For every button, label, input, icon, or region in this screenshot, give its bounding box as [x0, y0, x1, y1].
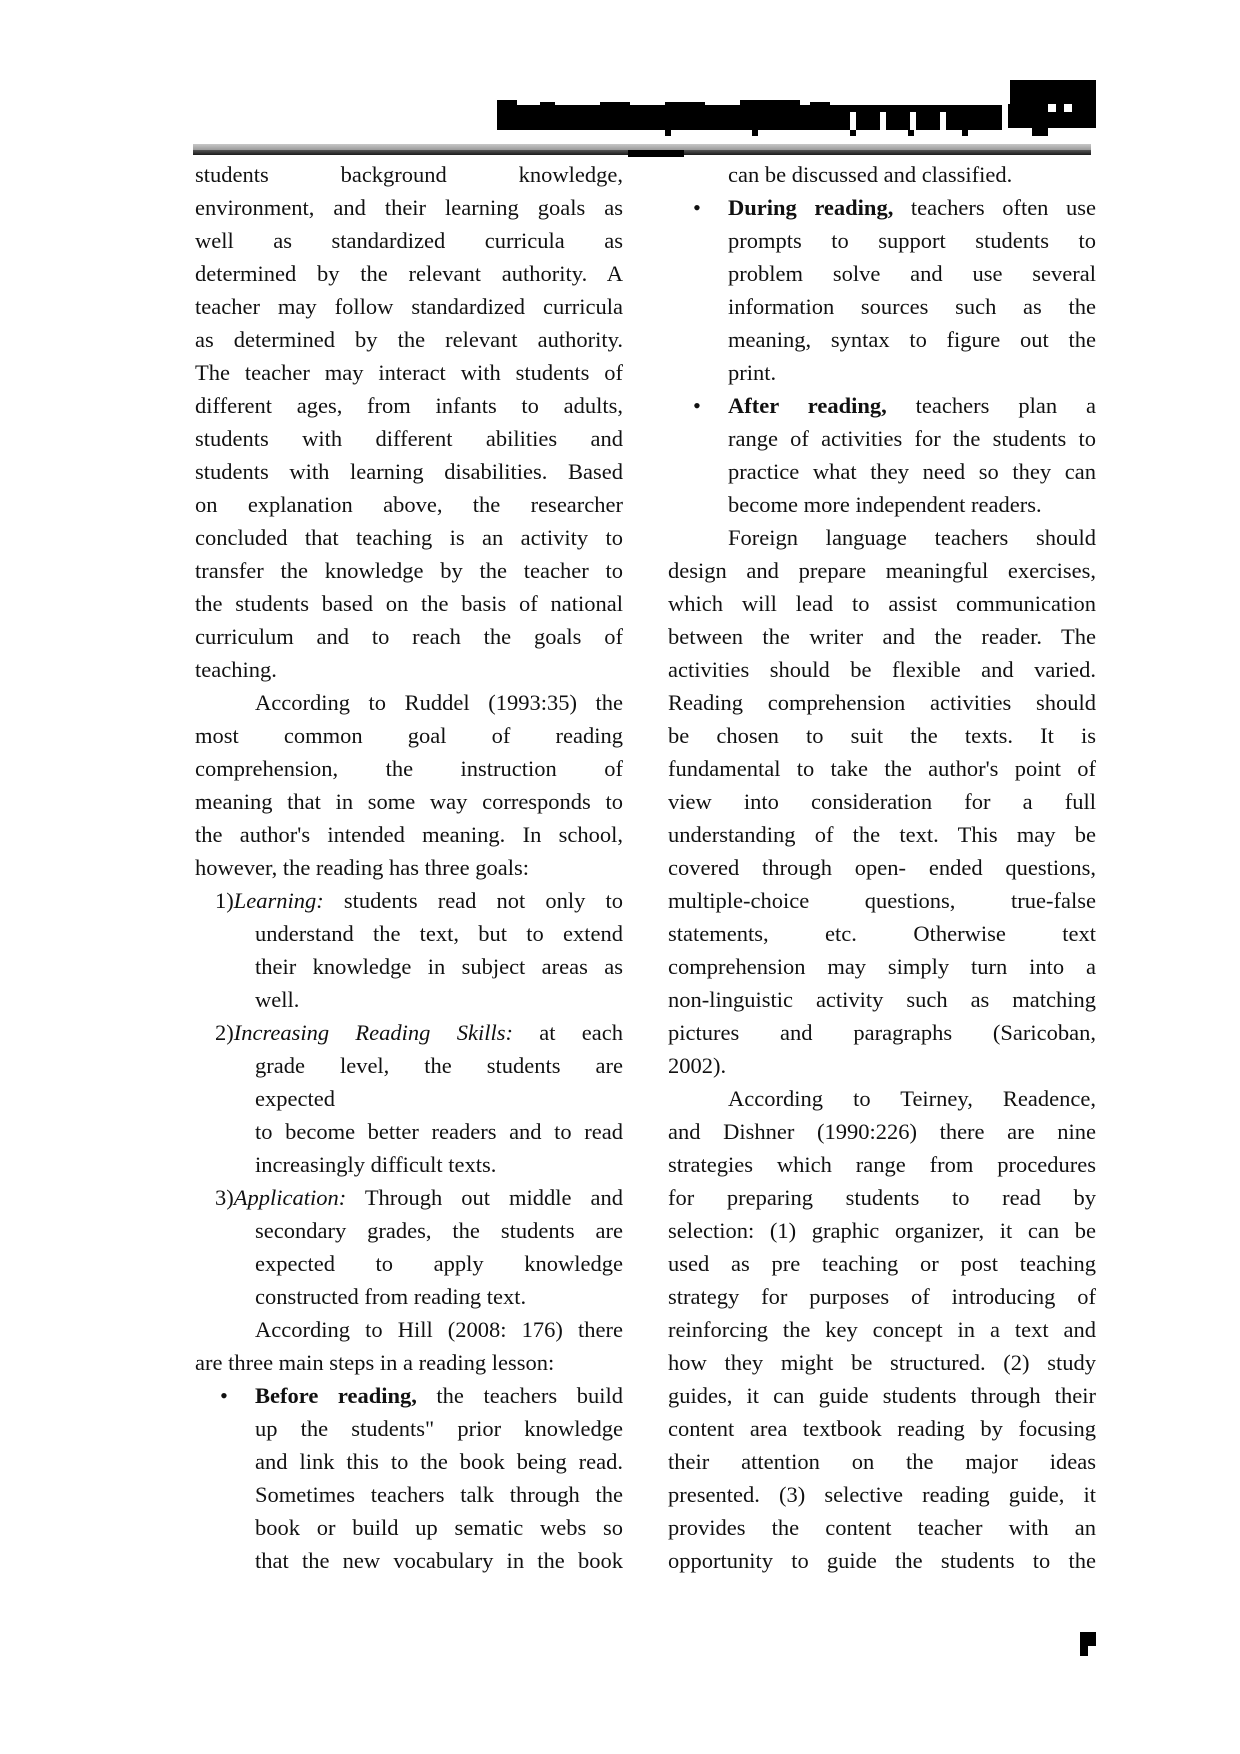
text-line: their attention on the major ideas	[668, 1449, 1096, 1474]
text-line: non-linguistic activity such as matching	[668, 987, 1096, 1012]
text-line: expected	[255, 1086, 335, 1111]
text-line: design and prepare meaningful exercises,	[668, 558, 1096, 583]
text-line: According to Teirney, Readence,	[728, 1086, 1096, 1111]
text-line: for preparing students to read by	[668, 1185, 1096, 1210]
text-line: guides, it can guide students through their	[668, 1383, 1096, 1408]
text-line: environment, and their learning goals as	[195, 195, 623, 220]
text-line	[195, 1379, 623, 1412]
text-line: most common goal of reading	[195, 723, 623, 748]
left-column	[195, 158, 623, 1577]
paragraph-foreign-language	[668, 521, 1096, 1082]
text-line: the students based on the basis of national	[195, 591, 623, 616]
step-term: During reading,	[728, 195, 894, 220]
text-line: meaning that in some way corresponds to	[195, 789, 623, 814]
text-line: content area textbook reading by focusing	[668, 1416, 1096, 1441]
text-line: range of activities for the students to	[728, 426, 1096, 451]
text-line: up the students" prior knowledge	[255, 1416, 623, 1441]
text-line: selection: (1) graphic organizer, it can be	[668, 1218, 1096, 1243]
text-line: book or build up sematic webs so	[255, 1515, 623, 1540]
text-line: different ages, from infants to adults,	[195, 393, 623, 418]
running-head-dot	[1064, 104, 1072, 112]
text-line: problem solve and use several	[728, 261, 1096, 286]
text-line: strategy for purposes of introducing of	[668, 1284, 1096, 1309]
running-head-gap	[910, 112, 916, 130]
text-line: statements, etc. Otherwise text	[668, 921, 1096, 946]
goal-term: Application:	[233, 1185, 347, 1210]
text-line: and link this to the book being read.	[255, 1449, 623, 1474]
text-line: 2002).	[668, 1053, 727, 1078]
text-line: understand the text, but to extend	[255, 921, 623, 946]
text-line: presented. (3) selective reading guide, it	[668, 1482, 1096, 1507]
text-line: students background knowledge,	[195, 162, 623, 187]
paragraph-ruddel	[195, 686, 623, 884]
running-head-gap	[880, 112, 886, 130]
bullet-icon: •	[693, 195, 701, 220]
text-line: teacher may follow standardized curricula	[195, 294, 623, 319]
running-head-dot	[1048, 104, 1056, 112]
bullet-icon: •	[693, 393, 701, 418]
running-head-stub	[665, 102, 705, 106]
text-line: which will lead to assist communication	[668, 591, 1096, 616]
text-line: become more independent readers.	[728, 492, 1042, 517]
text-line: transfer the knowledge by the teacher to	[195, 558, 623, 583]
text-line: According to Ruddel (1993:35) the	[255, 690, 623, 715]
text-fragment: at each	[512, 1020, 623, 1045]
text-line: practice what they need so they can	[728, 459, 1096, 484]
page-corner-mark	[1080, 1632, 1096, 1656]
text-line: to become better readers and to read	[255, 1119, 623, 1144]
running-head-descender	[665, 128, 671, 136]
text-line: as determined by the relevant authority.	[195, 327, 623, 352]
text-line: concluded that teaching is an activity to	[195, 525, 623, 550]
text-line: expected to apply knowledge	[255, 1251, 623, 1276]
text-line: provides the content teacher with an	[668, 1515, 1096, 1540]
bullet-during-reading	[668, 191, 1096, 389]
text-line: and Dishner (1990:226) there are nine	[668, 1119, 1096, 1144]
text-line: fundamental to take the author's point of	[668, 756, 1096, 781]
goal-item-application	[195, 1181, 623, 1313]
text-line: however, the reading has three goals:	[195, 855, 529, 880]
text-line: opportunity to guide the students to the	[668, 1548, 1096, 1573]
running-head-gap	[850, 112, 856, 130]
goal-term: Learning:	[233, 888, 324, 913]
running-head-gap	[1002, 80, 1010, 104]
text-fragment: Through out middle and	[346, 1185, 623, 1210]
text-fragment: students read not only to	[323, 888, 623, 913]
text-line: determined by the relevant authority. A	[195, 261, 623, 286]
text-line: understanding of the text. This may be	[668, 822, 1096, 847]
text-line: be chosen to suit the texts. It is	[668, 723, 1096, 748]
text-line	[668, 389, 1096, 422]
text-line: their knowledge in subject areas as	[255, 954, 623, 979]
text-line: curriculum and to reach the goals of	[195, 624, 623, 649]
header-rule-tab	[628, 150, 684, 157]
text-line: students with different abilities and	[195, 426, 623, 451]
text-line: the author's intended meaning. In school,	[195, 822, 623, 847]
text-line: students with learning disabilities. Based	[195, 459, 623, 484]
text-line: well.	[255, 987, 300, 1012]
text-line: that the new vocabulary in the book	[255, 1548, 623, 1573]
step-term: Before reading,	[255, 1383, 417, 1408]
running-head-descender	[1032, 128, 1048, 136]
text-line: teaching.	[195, 657, 277, 682]
text-line: information sources such as the	[728, 294, 1096, 319]
text-line: Foreign language teachers should	[728, 525, 1096, 550]
text-line: constructed from reading text.	[255, 1284, 527, 1309]
right-column	[668, 158, 1096, 1577]
text-line	[195, 1181, 623, 1214]
running-head-descender	[752, 128, 758, 136]
text-line: between the writer and the reader. The	[668, 624, 1096, 649]
text-line: pictures and paragraphs (Saricoban,	[668, 1020, 1096, 1045]
text-line: Reading comprehension activities should	[668, 690, 1096, 715]
text-line: print.	[728, 360, 777, 385]
text-line: reinforcing the key concept in a text and	[668, 1317, 1096, 1342]
running-head-descender	[962, 128, 968, 136]
text-line: comprehension, the instruction of	[195, 756, 623, 781]
text-line: According to Hill (2008: 176) there	[255, 1317, 623, 1342]
text-fragment: teachers often use	[893, 195, 1097, 220]
text-line	[668, 191, 1096, 224]
list-number: 1)	[215, 888, 234, 913]
text-line: secondary grades, the students are	[255, 1218, 623, 1243]
text-line: strategies which range from procedures	[668, 1152, 1096, 1177]
text-line	[195, 884, 623, 917]
paragraph-hill	[195, 1313, 623, 1379]
text-line: well as standardized curricula as	[195, 228, 623, 253]
text-line: used as pre teaching or post teaching	[668, 1251, 1096, 1276]
bullet-icon: •	[220, 1383, 228, 1408]
text-line	[195, 1016, 623, 1049]
running-head-stub	[497, 100, 517, 106]
list-number: 3)	[215, 1185, 234, 1210]
running-head-stub	[540, 102, 555, 106]
text-line: multiple-choice questions, true-false	[668, 888, 1096, 913]
running-head-stub	[810, 102, 830, 106]
text-line: Sometimes teachers talk through the	[255, 1482, 623, 1507]
text-line: are three main steps in a reading lesson:	[195, 1350, 555, 1375]
text-line: how they might be structured. (2) study	[668, 1350, 1096, 1375]
text-line: activities should be flexible and varied.	[668, 657, 1096, 682]
goal-item-learning	[195, 884, 623, 1016]
running-head-title-block	[497, 105, 1002, 130]
text-line: comprehension may simply turn into a	[668, 954, 1096, 979]
running-head-gap	[940, 112, 946, 130]
text-line: can be discussed and classified.	[728, 162, 1013, 187]
text-line: on explanation above, the researcher	[195, 492, 623, 517]
step-term: After reading,	[728, 393, 887, 418]
bullet-after-reading	[668, 389, 1096, 521]
paragraph-teaching-definition	[195, 158, 623, 686]
continuation-line	[668, 158, 1096, 191]
text-fragment: teachers plan a	[886, 393, 1097, 418]
running-head-stub	[740, 100, 800, 106]
text-line: increasingly difficult texts.	[255, 1152, 497, 1177]
goal-item-reading-skills	[195, 1016, 623, 1181]
bullet-before-reading	[195, 1379, 623, 1577]
list-number: 2)	[215, 1020, 234, 1045]
text-fragment: the teachers build	[416, 1383, 623, 1408]
text-line: prompts to support students to	[728, 228, 1096, 253]
goal-term: Increasing Reading Skills:	[233, 1020, 513, 1045]
text-line: grade level, the students are	[255, 1053, 623, 1078]
text-line: meaning, syntax to figure out the	[728, 327, 1096, 352]
text-line: The teacher may interact with students of	[195, 360, 623, 385]
paragraph-teirney	[668, 1082, 1096, 1577]
text-line: covered through open- ended questions,	[668, 855, 1096, 880]
running-head-stub	[600, 102, 630, 106]
running-head	[0, 0, 1240, 170]
text-line: view into consideration for a full	[668, 789, 1096, 814]
